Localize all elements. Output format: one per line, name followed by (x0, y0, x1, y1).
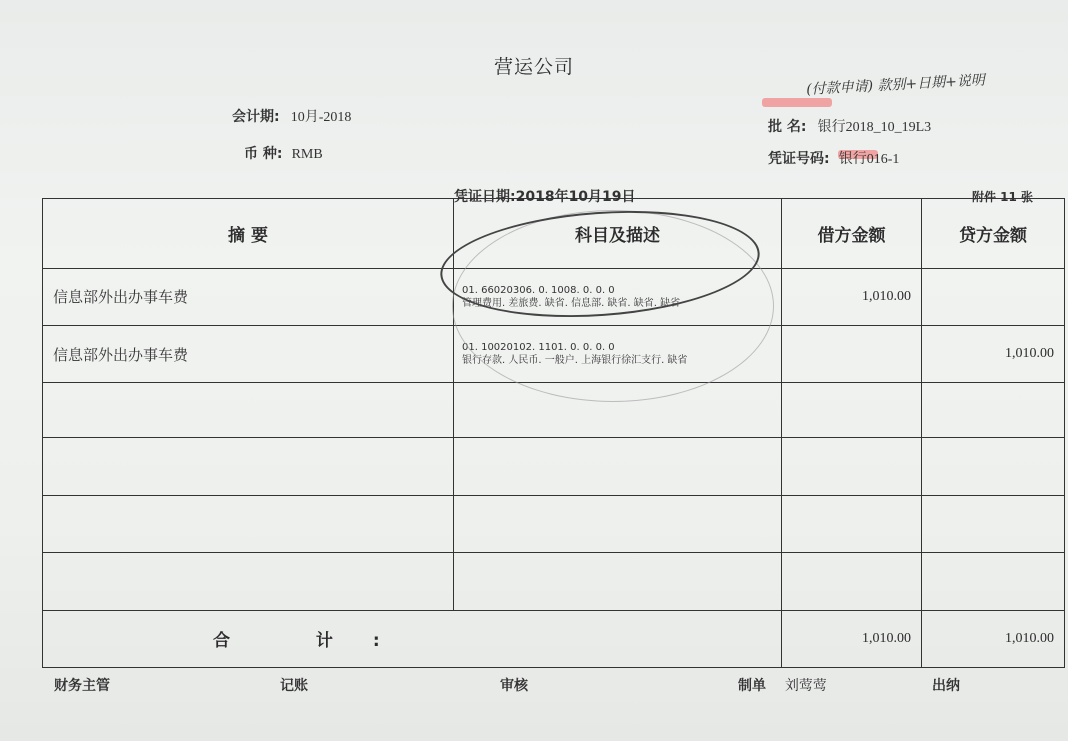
total-credit: 1,010.00 (922, 610, 1065, 667)
table-row-empty (43, 553, 1065, 610)
header-summary: 摘 要 (43, 199, 454, 269)
total-debit: 1,010.00 (782, 610, 922, 667)
currency-value: RMB (291, 147, 323, 162)
header-account: 科目及描述 (454, 199, 782, 269)
voucher-number-value: 银行016-1 (838, 152, 900, 167)
currency-label: 币 种: (244, 146, 283, 162)
company-title: 营运公司 (493, 56, 574, 78)
footer-preparer-name: 刘莺莺 (784, 678, 827, 694)
account-description: 管理费用. 差旅费. 缺省. 信息部. 缺省. 缺省. 缺省 (462, 297, 681, 309)
total-row (43, 610, 1065, 667)
row-summary: 信息部外出办事车费 (43, 268, 454, 325)
table-row-empty (43, 495, 1065, 552)
account-code: 01. 10020102. 1101. 0. 0. 0. 0 (462, 342, 615, 354)
attachments-count: 附件 11 张 (972, 190, 1034, 204)
period-label: 会计期: (232, 109, 280, 125)
footer-reviewer: 审核 (500, 678, 528, 694)
total-label: 合 计: (43, 610, 782, 667)
footer-bookkeeper: 记账 (280, 678, 308, 694)
voucher-date: 凭证日期:2018年10月19日 (454, 189, 636, 205)
footer-preparer-label: 制单 (738, 678, 766, 694)
footer-supervisor: 财务主管 (54, 678, 110, 694)
row-credit: 1,010.00 (922, 325, 1065, 382)
account-code: 01. 66020306. 0. 1008. 0. 0. 0 (462, 284, 615, 296)
currency-field (244, 143, 323, 163)
account-description: 银行存款. 人民币. 一般户. 上海银行徐汇支行. 缺省 (462, 355, 688, 367)
row-debit (782, 325, 922, 382)
footer-cashier: 出纳 (932, 678, 960, 694)
row-summary: 信息部外出办事车费 (43, 325, 454, 382)
period-value: 10月-2018 (290, 110, 352, 125)
approval-field (768, 116, 931, 136)
footer-preparer (738, 675, 827, 695)
table-row-empty (43, 438, 1065, 495)
voucher-number-label: 凭证号码: (768, 151, 830, 167)
approval-value: 银行2018_10_19L3 (817, 120, 932, 135)
red-stamp-mark (762, 98, 832, 107)
header-debit: 借方金额 (782, 199, 922, 269)
row-credit (922, 268, 1065, 325)
period-field (232, 106, 351, 126)
row-debit: 1,010.00 (782, 268, 922, 325)
voucher-number-field (768, 148, 899, 168)
approval-label: 批 名: (768, 119, 807, 135)
handwritten-note: (付款申请) 款别+日期+说明 (805, 72, 986, 98)
header-credit: 贷方金额 (922, 199, 1065, 269)
